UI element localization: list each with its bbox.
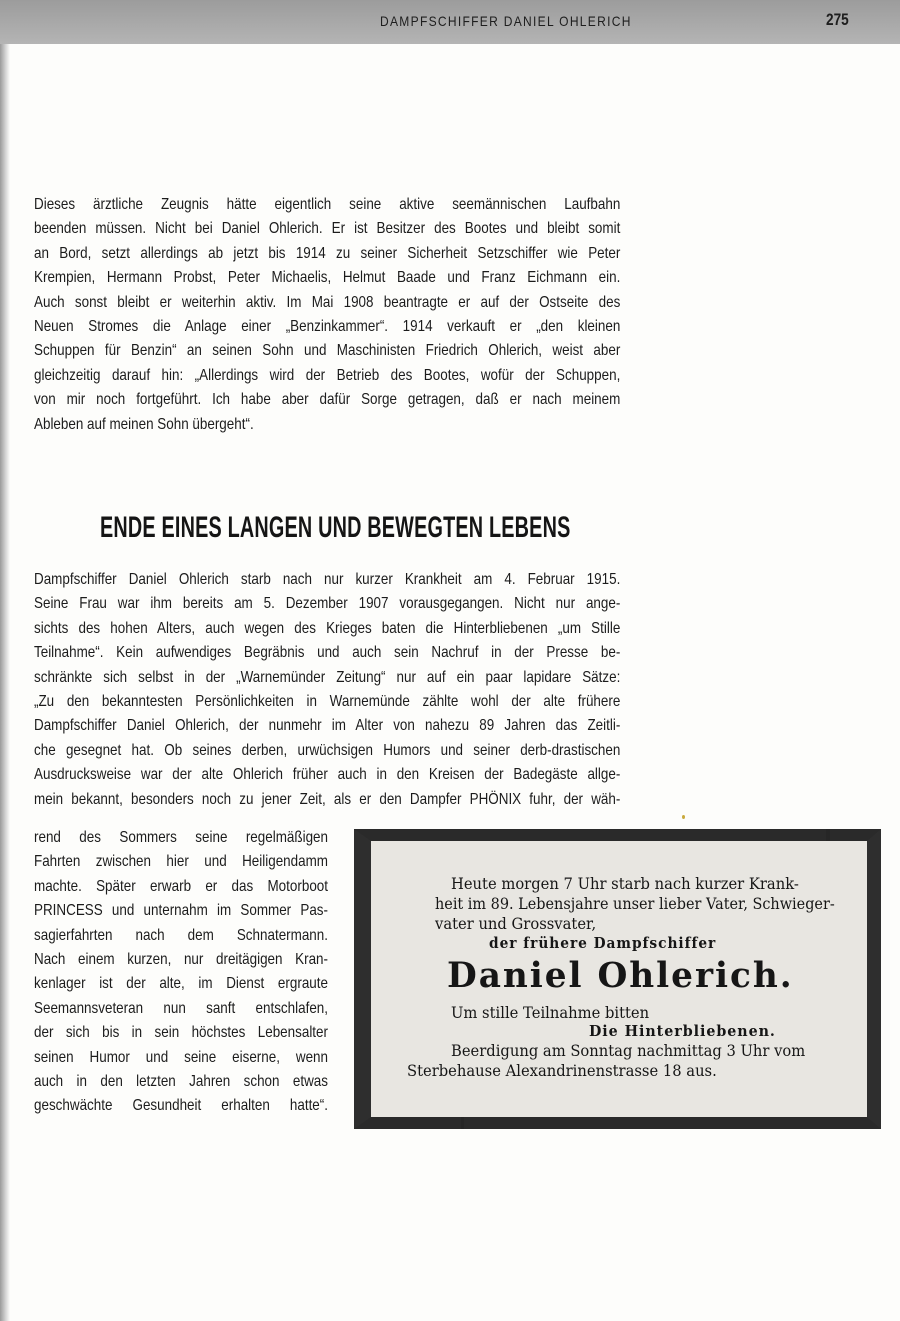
text-line: sichts des hohen Alters, auch wegen des Krieges baten die Hinterbliebenen „um Stille [34, 619, 621, 637]
text-line: Ausdrucksweise war der alte Ohlerich früher auch in den Kreisen der Badegäste allge- [34, 766, 621, 784]
text-line: che gesegnet hat. Ob seines derben, urwüchsigen Humors und seiner derb-drastischen [34, 741, 621, 759]
frame-tick [461, 1117, 464, 1129]
text-line: „Zu den bekanntesten Persönlichkeiten in Warnemünde zählte wohl der alte frühere [34, 693, 621, 711]
text-line: Seine Frau war ihm bereits am 5. Dezember 1907 vorausgegangen. Nicht nur ange- [34, 595, 621, 613]
obituary-line: Um stille Teilnahme bitten [451, 1004, 650, 1022]
obituary-line: heit im 89. Lebensjahre unser lieber Vater, Schwieger- [435, 895, 835, 913]
running-header [0, 0, 900, 44]
obituary-name: Daniel Ohlerich. [447, 955, 794, 996]
text-line: Auch sonst bleibt er weiterhin aktiv. Im Mai 1908 beantragte er auf der Ostseite des [34, 293, 621, 311]
text-line: mein bekannt, besonders noch zu jener Zeit, als er den Dampfer PHÖNIX fuhr, der wäh- [34, 790, 621, 808]
ink-speck [682, 815, 685, 819]
text-line: rend des Sommers seine regelmäßigen [34, 829, 328, 846]
obituary-line: der frühere Dampfschiffer [489, 935, 717, 952]
obituary-line: vater und Grossvater, [435, 915, 597, 933]
text-line: Dampfschiffer Daniel Ohlerich, der nunmehr im Alter von nahezu 89 Jahren das Zeitli- [34, 717, 621, 735]
text-line: Dieses ärztliche Zeugnis hätte eigentlich seine aktive seemännischen Laufbahn [34, 196, 621, 213]
text-line: Nach einem kurzen, nur dreitägigen Kran- [34, 951, 328, 969]
paragraph-death-notice [34, 568, 620, 812]
text-line: machte. Später erwarb er das Motorboot [34, 877, 328, 895]
obituary-line: Die Hinterbliebenen. [589, 1022, 776, 1040]
text-line: Seemannsveteran nun sanft entschlafen, [34, 999, 328, 1017]
text-line: Dampfschiffer Daniel Ohlerich starb nach nur kurzer Krankheit am 4. Februar 1915. [34, 571, 621, 588]
frame-tick [826, 829, 830, 841]
newspaper-obituary-clipping [354, 829, 881, 1129]
text-line: kenlager ist der alte, im Dienst ergraute [34, 975, 328, 993]
obituary-line: Heute morgen 7 Uhr starb nach kurzer Krank- [451, 875, 799, 893]
text-line: seinen Humor und seine eiserne, wenn [34, 1048, 328, 1066]
text-line: Schuppen für Benzin“ an seinen Sohn und Maschinisten Friedrich Ohlerich, weist aber [34, 342, 621, 360]
text-line: sagierfahrten nach dem Schnatermann. [34, 926, 328, 944]
text-line: Ableben auf meinen Sohn übergeht“. [34, 415, 254, 433]
obituary-line: Sterbehause Alexandrinenstrasse 18 aus. [407, 1062, 717, 1080]
text-line: Krempien, Hermann Probst, Peter Michaelis, Helmut Baade und Franz Eichmann ein. [34, 269, 621, 287]
text-line: schränkte sich selbst in der „Warnemünder Zeitung“ nur auf ein paar lapidare Sätze: [34, 668, 621, 686]
page-number: 275 [826, 10, 849, 29]
running-header-title: DAMPFSCHIFFER DANIEL OHLERICH [380, 13, 632, 29]
text-line: von mir noch fortgeführt. Ich habe aber dafür Sorge getragen, daß er nach meinem [34, 391, 621, 409]
text-line: geschwächte Gesundheit erhalten hatte“. [34, 1097, 328, 1115]
obituary-line: Beerdigung am Sonntag nachmittag 3 Uhr vom [451, 1042, 806, 1060]
paragraph-obituary-quote [34, 826, 328, 1119]
text-line: Fahrten zwischen hier und Heiligendamm [34, 853, 328, 871]
text-line: der sich bis in sein höchstes Lebensalter [34, 1024, 328, 1042]
text-line: beenden müssen. Nicht bei Daniel Ohlerich. Er ist Besitzer des Bootes und bleibt somit [34, 220, 621, 238]
text-line: an Bord, setzt allerdings ab jetzt bis 1914 zu seiner Sicherheit Setzschiffer wie Peter [34, 244, 621, 262]
paragraph-medical-certificate [34, 193, 620, 437]
text-line: auch in den letzten Jahren schon etwas [34, 1073, 328, 1091]
text-line: Neuen Stromes die Anlage einer „Benzinkammer“. 1914 verkauft er „den kleinen [34, 318, 621, 336]
text-line: PRINCESS und unternahm im Sommer Pas- [34, 902, 328, 920]
text-line: gleichzeitig darauf hin: „Allerdings wird der Betrieb des Bootes, wofür der Schuppen, [34, 366, 621, 384]
page-spine-shadow [0, 0, 10, 1321]
section-heading: ENDE EINES LANGEN UND BEWEGTEN LEBENS [100, 511, 571, 544]
text-line: Teilnahme“. Kein aufwendiges Begräbnis und auch sein Nachruf in der Presse be- [34, 644, 621, 662]
